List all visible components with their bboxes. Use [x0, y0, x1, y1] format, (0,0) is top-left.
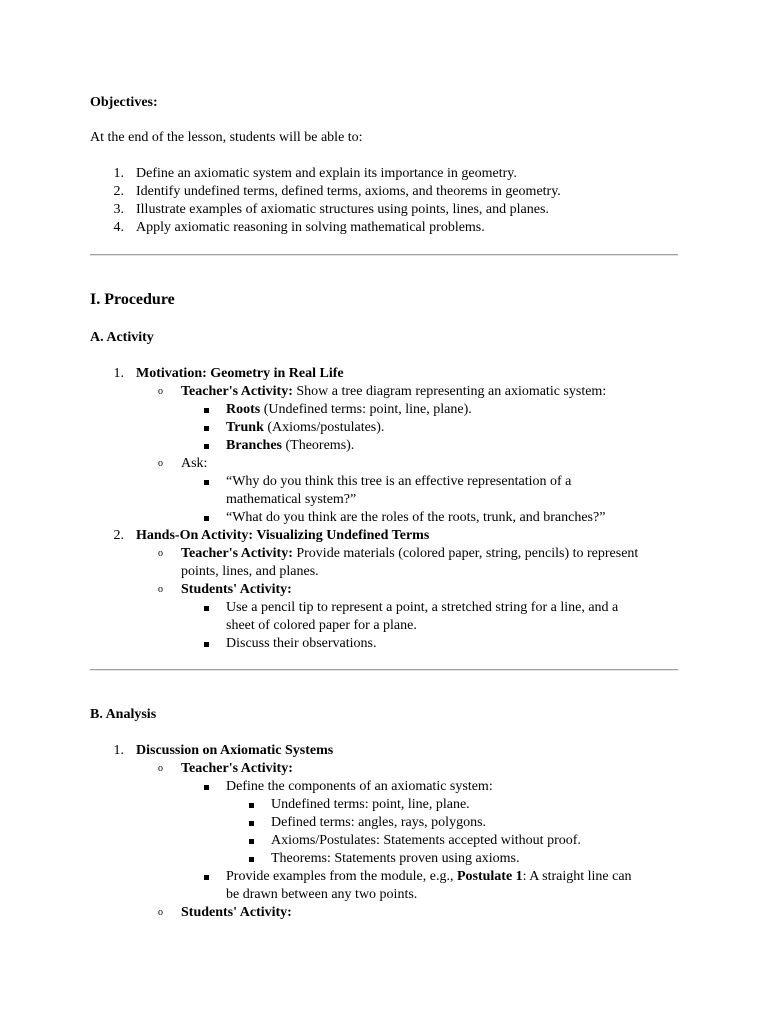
- motivation-title: Motivation: Geometry in Real Life: [136, 366, 344, 381]
- discussion-title: Discussion on Axiomatic Systems: [136, 743, 334, 758]
- list-number: 2.: [113, 528, 124, 543]
- circle-bullet-icon: o: [158, 763, 163, 774]
- square-bullet-icon: [249, 803, 254, 808]
- analysis-heading: B. Analysis: [90, 707, 157, 722]
- list-number: 3.: [113, 202, 124, 217]
- procedure-heading: I. Procedure: [90, 291, 175, 308]
- hands-on-title: Hands-On Activity: Visualizing Undefined Terms: [136, 528, 430, 543]
- question-2: “What do you think are the roles of the roots, trunk, and branches?”: [226, 510, 606, 525]
- square-bullet-icon: [204, 875, 209, 880]
- divider: [90, 669, 678, 671]
- student-task-1-cont: sheet of colored paper for a plane.: [226, 618, 417, 633]
- objectives-intro: At the end of the lesson, students will be able to:: [90, 130, 363, 145]
- square-bullet-icon: [204, 516, 209, 521]
- branches-item: Branches (Theorems).: [226, 438, 355, 453]
- list-number: 4.: [113, 220, 124, 235]
- circle-bullet-icon: o: [158, 458, 163, 469]
- student-task-1: Use a pencil tip to represent a point, a stretched string for a line, and a: [226, 600, 619, 615]
- question-1-cont: mathematical system?”: [226, 492, 357, 507]
- list-item: Illustrate examples of axiomatic structures using points, lines, and planes.: [136, 202, 549, 217]
- list-number: 1.: [113, 366, 124, 381]
- students-activity: Students' Activity:: [181, 905, 292, 920]
- square-bullet-icon: [249, 839, 254, 844]
- define-components: Define the components of an axiomatic system:: [226, 779, 493, 794]
- examples-item-cont: be drawn between any two points.: [226, 887, 418, 902]
- component-item: Undefined terms: point, line, plane.: [271, 797, 470, 812]
- circle-bullet-icon: o: [158, 584, 163, 595]
- trunk-item: Trunk (Axioms/postulates).: [226, 420, 385, 435]
- component-item: Axioms/Postulates: Statements accepted without proof.: [271, 833, 581, 848]
- square-bullet-icon: [204, 444, 209, 449]
- square-bullet-icon: [204, 408, 209, 413]
- square-bullet-icon: [249, 857, 254, 862]
- list-item: Apply axiomatic reasoning in solving mathematical problems.: [136, 220, 485, 235]
- question-1: “Why do you think this tree is an effective representation of a: [226, 474, 572, 489]
- component-item: Theorems: Statements proven using axioms.: [271, 851, 520, 866]
- circle-bullet-icon: o: [158, 907, 163, 918]
- square-bullet-icon: [204, 785, 209, 790]
- list-item: Define an axiomatic system and explain its importance in geometry.: [136, 166, 517, 181]
- list-number: 1.: [113, 743, 124, 758]
- teacher-activity: Teacher's Activity: Provide materials (colored paper, string, pencils) to represent: [181, 546, 639, 561]
- activity-heading: A. Activity: [90, 330, 154, 345]
- student-task-2: Discuss their observations.: [226, 636, 377, 651]
- objectives-heading: Objectives:: [90, 95, 158, 110]
- list-number: 1.: [113, 166, 124, 181]
- teacher-activity-cont: points, lines, and planes.: [181, 564, 319, 579]
- students-activity: Students' Activity:: [181, 582, 292, 597]
- square-bullet-icon: [204, 642, 209, 647]
- examples-item: Provide examples from the module, e.g., Postulate 1: A straight line can: [226, 869, 632, 884]
- circle-bullet-icon: o: [158, 548, 163, 559]
- square-bullet-icon: [204, 606, 209, 611]
- list-item: Identify undefined terms, defined terms, axioms, and theorems in geometry.: [136, 184, 561, 199]
- square-bullet-icon: [249, 821, 254, 826]
- circle-bullet-icon: o: [158, 386, 163, 397]
- divider: [90, 254, 678, 256]
- square-bullet-icon: [204, 426, 209, 431]
- teacher-activity: Teacher's Activity:: [181, 761, 293, 776]
- component-item: Defined terms: angles, rays, polygons.: [271, 815, 487, 830]
- square-bullet-icon: [204, 480, 209, 485]
- teacher-activity: Teacher's Activity: Show a tree diagram representing an axiomatic system:: [181, 384, 607, 399]
- list-number: 2.: [113, 184, 124, 199]
- ask-label: Ask:: [181, 456, 208, 471]
- roots-item: Roots (Undefined terms: point, line, plane).: [226, 402, 472, 417]
